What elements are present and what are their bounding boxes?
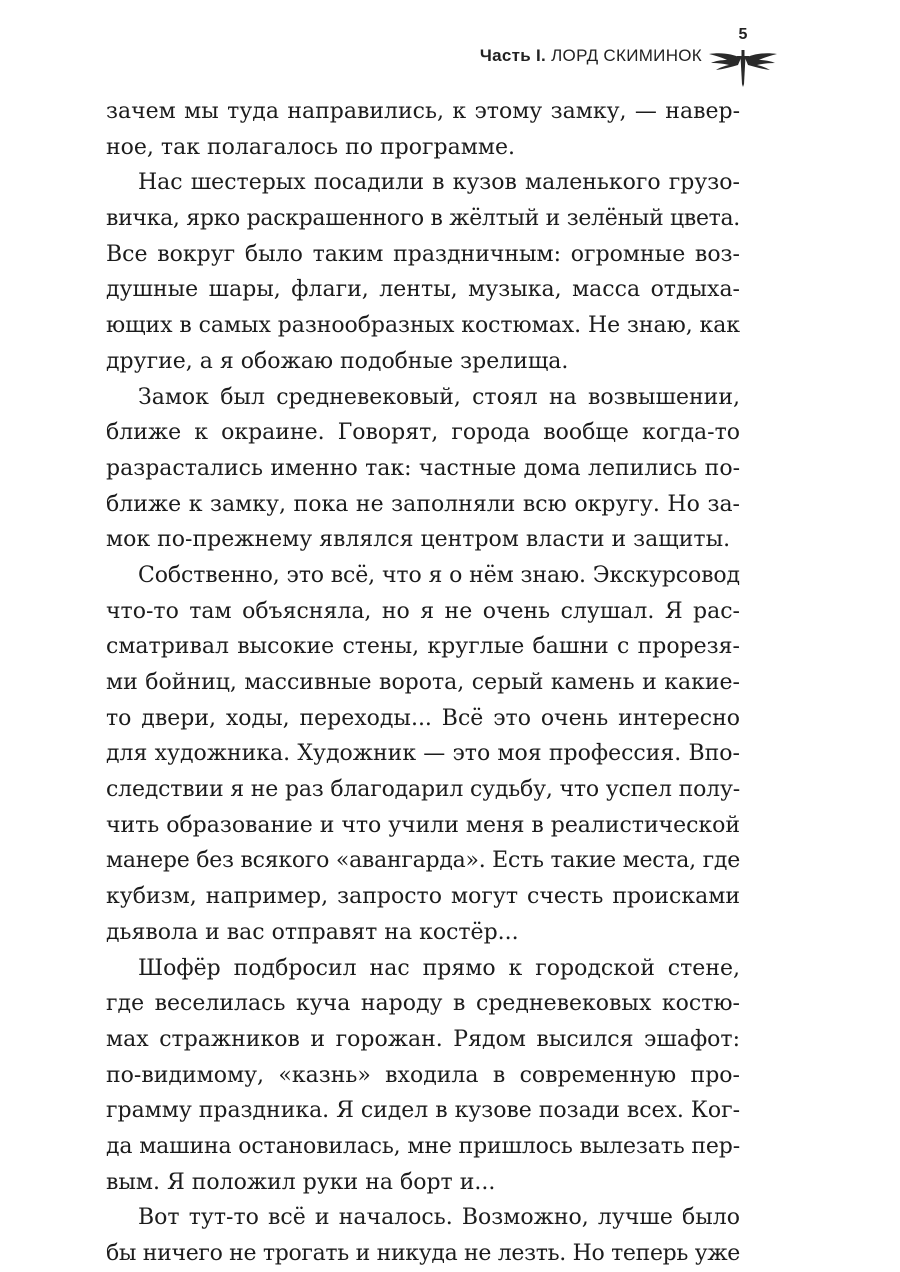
text-line: Все вокруг было таким праздничным: огромные воз- <box>106 241 740 267</box>
paragraph <box>106 951 740 1201</box>
text-line: разрастались именно так: частные дома лепились по- <box>106 455 740 481</box>
text-line: кубизм, например, запросто могут счесть происками <box>106 884 740 910</box>
text-line: вичка, ярко раскрашенного в жёлтый и зелёный цвета. <box>106 206 740 232</box>
text-line: по-видимому, «казнь» входила в современную про- <box>106 1062 740 1088</box>
paragraph <box>106 165 740 379</box>
part-label: Часть I. <box>479 46 547 65</box>
page-header <box>0 26 900 88</box>
text-line: манере без всякого «авангарда». Есть такие места, где <box>106 848 740 874</box>
text-line: Замок был средневековый, стоял на возвышении, <box>138 384 740 410</box>
text-line: сматривал высокие стены, круглые башни с прорезя- <box>106 634 740 660</box>
winged-sword-icon <box>707 44 779 88</box>
text-line: Вот тут-то всё и началось. Возможно, лучше было <box>138 1205 740 1231</box>
text-line: бы ничего не трогать и никуда не лезть. Но теперь уже <box>106 1241 740 1266</box>
text-line: чить образование и что учили меня в реалистической <box>106 812 740 838</box>
page-number: 5 <box>738 26 748 43</box>
text-line: ное, так полагалось по программе. <box>106 134 515 160</box>
text-line: Собственно, это всё, что я о нём знаю. Экскурсовод <box>138 562 740 588</box>
text-line: ми бойниц, массивные ворота, серый камень и какие- <box>106 670 740 695</box>
text-line: то двери, ходы, переходы... Всё это очень интересно <box>106 705 740 731</box>
text-line: душные шары, флаги, ленты, музыка, масса отдыха- <box>106 277 740 303</box>
text-line: другие, а я обожаю подобные зрелища. <box>106 348 569 374</box>
body-text <box>106 94 740 1272</box>
text-line: ближе к окраине. Говорят, города вообще когда-то <box>106 420 740 446</box>
text-line: дьявола и вас отправят на костёр... <box>106 919 519 945</box>
text-line: Нас шестерых посадили в кузов маленького грузо- <box>138 170 740 196</box>
text-line: ближе к замку, пока не заполняли всю округу. Но за- <box>106 491 740 517</box>
text-line: вым. Я положил руки на борт и... <box>106 1169 496 1195</box>
running-head <box>480 46 702 66</box>
text-line: что-то там объясняла, но я не очень слушал. Я рас- <box>106 598 740 624</box>
text-line: да машина остановилась, мне пришлось вылезать пер- <box>106 1133 740 1159</box>
text-line: мах стражников и горожан. Рядом высился эшафот: <box>106 1026 740 1052</box>
paragraph <box>106 558 740 951</box>
paragraph <box>106 1200 740 1271</box>
text-line: мок по-прежнему являлся центром власти и защиты. <box>106 527 731 553</box>
text-line: зачем мы туда направились, к этому замку, — навер- <box>106 99 740 124</box>
chapter-title: ЛОРД СКИМИНОК <box>551 46 702 65</box>
text-line: следствии я не раз благодарил судьбу, что успел полу- <box>106 777 740 803</box>
text-line: грамму праздника. Я сидел в кузове позади всех. Ког- <box>106 1098 740 1124</box>
paragraph <box>106 380 740 558</box>
text-line: Шофёр подбросил нас прямо к городской стене, <box>138 955 740 981</box>
text-line: для художника. Художник — это моя профессия. Впо- <box>106 741 740 767</box>
text-line: где веселилась куча народу в средневековых костю- <box>106 991 740 1017</box>
text-line: ющих в самых разнообразных костюмах. Не знаю, как <box>106 313 740 339</box>
paragraph <box>106 94 740 165</box>
